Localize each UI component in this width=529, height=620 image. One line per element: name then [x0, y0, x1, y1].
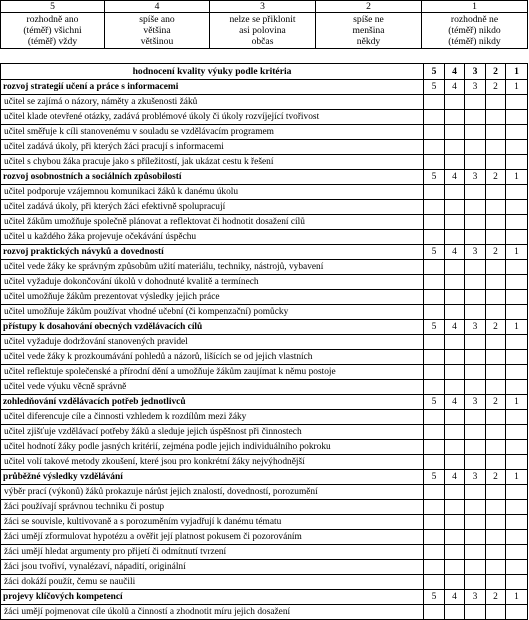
criterion-label: učitel vede žáky k prozkoumávání pohledů a názorů, lišících se od jejich vlastních [1, 350, 424, 365]
section-gap [0, 49, 527, 63]
category-row [1, 590, 528, 605]
score-cell [424, 215, 445, 230]
criterion-label: učitel volí takové metody zkoušení, které jsou pro konkrétní žáky nejvýhodnější [1, 455, 424, 470]
score-option[interactable]: 3 [465, 170, 486, 185]
score-cell [424, 455, 445, 470]
score-cell [424, 185, 445, 200]
score-cell [486, 305, 506, 320]
score-option[interactable]: 1 [506, 320, 528, 335]
criterion-row [1, 515, 528, 530]
score-cell [486, 215, 506, 230]
score-cell [465, 230, 486, 245]
category-row [1, 320, 528, 335]
score-cell [424, 335, 445, 350]
criterion-row [1, 425, 528, 440]
score-cell [445, 425, 465, 440]
score-cell [465, 185, 486, 200]
rating-scale-table [0, 0, 528, 49]
score-option[interactable]: 5 [424, 395, 445, 410]
score-cell [506, 545, 528, 560]
category-label: rozvoj osobnostních a sociálních způsobilostí [1, 170, 424, 185]
score-cell [445, 290, 465, 305]
score-cell [424, 500, 445, 515]
score-cell [465, 200, 486, 215]
score-cell [465, 140, 486, 155]
criterion-label: učitel diferencuje cíle a činnosti vzhledem k rozdílům mezi žáky [1, 410, 424, 425]
score-cell [486, 275, 506, 290]
score-cell [445, 110, 465, 125]
score-cell [486, 380, 506, 395]
score-cell [424, 200, 445, 215]
criterion-row [1, 455, 528, 470]
evaluation-title: hodnocení kvality výuky podle kritéria [1, 64, 424, 80]
score-cell [424, 305, 445, 320]
score-option[interactable]: 1 [506, 245, 528, 260]
scale-description: spíše ne menšina někdy [316, 13, 422, 49]
score-cell [486, 410, 506, 425]
score-cell [445, 365, 465, 380]
scale-number: 1 [422, 1, 528, 13]
criterion-row [1, 380, 528, 395]
score-cell [486, 230, 506, 245]
score-cell [424, 275, 445, 290]
score-option[interactable]: 5 [424, 245, 445, 260]
score-cell [445, 455, 465, 470]
score-cell [486, 425, 506, 440]
criterion-row [1, 350, 528, 365]
score-cell [445, 215, 465, 230]
score-cell [465, 485, 486, 500]
score-cell [506, 95, 528, 110]
criterion-row [1, 305, 528, 320]
scale-description: spíše ano většina většinou [105, 13, 210, 49]
criterion-label: učitel hodnotí žáky podle jasných kritérií, zejména podle jejich individuálního pokroku [1, 440, 424, 455]
score-cell [486, 575, 506, 590]
score-cell [445, 500, 465, 515]
score-option[interactable]: 3 [465, 320, 486, 335]
criterion-row [1, 200, 528, 215]
criterion-row [1, 605, 528, 620]
score-cell [445, 305, 465, 320]
score-cell [465, 155, 486, 170]
score-cell [465, 545, 486, 560]
score-option[interactable]: 4 [445, 80, 465, 95]
score-cell [445, 575, 465, 590]
score-cell [445, 140, 465, 155]
score-cell [486, 260, 506, 275]
scale-number: 2 [316, 1, 422, 13]
score-cell [506, 305, 528, 320]
criterion-row [1, 290, 528, 305]
score-option[interactable]: 5 [424, 170, 445, 185]
score-cell [424, 365, 445, 380]
score-option[interactable]: 1 [506, 80, 528, 95]
criterion-row [1, 185, 528, 200]
score-option[interactable]: 4 [445, 470, 465, 485]
score-option[interactable]: 2 [486, 395, 506, 410]
criterion-row [1, 335, 528, 350]
score-cell [445, 560, 465, 575]
criterion-label: žáci jsou tvořiví, vynalézaví, nápadití, originální [1, 560, 424, 575]
criterion-row [1, 275, 528, 290]
category-label: průběžné výsledky vzdělávání [1, 470, 424, 485]
score-option[interactable]: 4 [445, 320, 465, 335]
score-option[interactable]: 3 [465, 590, 486, 605]
category-label: zohledňování vzdělávacích potřeb jednotlivců [1, 395, 424, 410]
score-cell [465, 455, 486, 470]
score-cell [486, 125, 506, 140]
score-cell [486, 95, 506, 110]
score-cell [465, 275, 486, 290]
score-cell [424, 440, 445, 455]
score-cell [465, 560, 486, 575]
criterion-row [1, 215, 528, 230]
criterion-row [1, 545, 528, 560]
score-cell [506, 440, 528, 455]
scale-description: rozhodně ano (téměř) všichni (téměř) vždy [1, 13, 105, 49]
score-cell [445, 410, 465, 425]
score-cell [465, 530, 486, 545]
score-option[interactable]: 3 [465, 395, 486, 410]
score-cell [445, 125, 465, 140]
evaluation-table-body [1, 64, 528, 620]
criterion-label: učitel u každého žáka projevuje očekávání úspěchu [1, 230, 424, 245]
score-cell [465, 605, 486, 620]
score-header: 4 [445, 64, 465, 80]
score-cell [486, 500, 506, 515]
criterion-label: učitel podporuje vzájemnou komunikaci žáků k danému úkolu [1, 185, 424, 200]
criterion-label: žáci umějí pojmenovat cíle úkolů a činností a zhodnotit míru jejich dosažení [1, 605, 424, 620]
score-cell [465, 515, 486, 530]
score-cell [445, 350, 465, 365]
category-label: rozvoj strategií učení a práce s informacemi [1, 80, 424, 95]
score-cell [465, 305, 486, 320]
score-cell [506, 485, 528, 500]
score-cell [506, 575, 528, 590]
criterion-label: učitel vede žáky ke správným způsobům užití materiálu, techniky, nástrojů, vybavení [1, 260, 424, 275]
scale-number-row [1, 1, 528, 13]
criterion-row [1, 365, 528, 380]
score-cell [445, 275, 465, 290]
score-cell [445, 530, 465, 545]
score-cell [424, 125, 445, 140]
score-cell [506, 425, 528, 440]
criterion-row [1, 530, 528, 545]
score-cell [506, 275, 528, 290]
score-option[interactable]: 3 [465, 245, 486, 260]
criterion-row [1, 575, 528, 590]
score-option[interactable]: 3 [465, 470, 486, 485]
score-cell [486, 155, 506, 170]
score-cell [445, 545, 465, 560]
scale-number: 5 [1, 1, 105, 13]
score-cell [465, 440, 486, 455]
score-cell [506, 515, 528, 530]
score-cell [465, 410, 486, 425]
score-cell [424, 260, 445, 275]
score-cell [445, 335, 465, 350]
score-option[interactable]: 3 [465, 80, 486, 95]
score-cell [424, 95, 445, 110]
score-cell [506, 605, 528, 620]
score-cell [486, 440, 506, 455]
score-cell [445, 380, 465, 395]
criterion-label: učitel umožňuje žákům používat vhodné učební (či kompenzační) pomůcky [1, 305, 424, 320]
score-option[interactable]: 1 [506, 470, 528, 485]
evaluation-table [0, 63, 528, 620]
score-header: 3 [465, 64, 486, 80]
score-cell [424, 140, 445, 155]
score-cell [424, 575, 445, 590]
score-cell [424, 110, 445, 125]
score-option[interactable]: 4 [445, 170, 465, 185]
score-cell [465, 95, 486, 110]
score-cell [486, 605, 506, 620]
score-cell [445, 95, 465, 110]
score-option[interactable]: 2 [486, 590, 506, 605]
score-cell [424, 560, 445, 575]
criterion-label: učitel umožňuje žákům prezentovat výsledky jejich práce [1, 290, 424, 305]
score-cell [465, 125, 486, 140]
criterion-label: žáci dokáží použít, čemu se naučili [1, 575, 424, 590]
score-cell [486, 455, 506, 470]
score-cell [506, 140, 528, 155]
criterion-label: žáci umějí hledat argumenty pro přijetí či odmítnutí tvrzení [1, 545, 424, 560]
score-option[interactable]: 2 [486, 170, 506, 185]
score-cell [506, 110, 528, 125]
score-cell [506, 125, 528, 140]
score-cell [424, 290, 445, 305]
score-cell [445, 440, 465, 455]
score-option[interactable]: 2 [486, 470, 506, 485]
score-cell [486, 515, 506, 530]
criterion-label: učitel se zajímá o názory, náměty a zkušenosti žáků [1, 95, 424, 110]
criterion-label: učitel zjišťuje vzdělávací potřeby žáků a sleduje jejich úspěšnost při činnostech [1, 425, 424, 440]
score-cell [506, 500, 528, 515]
scale-description-row [1, 13, 528, 49]
scale-number: 4 [105, 1, 210, 13]
score-cell [465, 575, 486, 590]
score-cell [506, 185, 528, 200]
criterion-label: učitel klade otevřené otázky, zadává problémové úkoly či úkoly rozvíjející tvořivost [1, 110, 424, 125]
score-cell [465, 215, 486, 230]
score-cell [424, 530, 445, 545]
criterion-row [1, 500, 528, 515]
score-cell [486, 485, 506, 500]
criterion-label: učitel reflektuje společenské a přírodní dění a umožňuje žákům zaujímat k němu postoje [1, 365, 424, 380]
criterion-row [1, 260, 528, 275]
score-cell [506, 380, 528, 395]
score-option[interactable]: 1 [506, 590, 528, 605]
score-cell [445, 260, 465, 275]
score-cell [486, 530, 506, 545]
score-option[interactable]: 1 [506, 170, 528, 185]
scale-number: 3 [210, 1, 316, 13]
criterion-label: žáci umějí zformulovat hypotézu a ověřit její platnost pokusem či pozorováním [1, 530, 424, 545]
score-option[interactable]: 4 [445, 395, 465, 410]
score-cell [424, 230, 445, 245]
criterion-label: učitel vyžaduje dodržování stanovených pravidel [1, 335, 424, 350]
score-header: 1 [506, 64, 528, 80]
score-cell [465, 380, 486, 395]
criterion-label: učitel s chybou žáka pracuje jako s příležitostí, jak ukázat cestu k řešení [1, 155, 424, 170]
criterion-row [1, 560, 528, 575]
criterion-label: učitel žákům umožňuje společně plánovat a reflektovat či hodnotit dosažení cílů [1, 215, 424, 230]
score-cell [486, 140, 506, 155]
score-cell [424, 410, 445, 425]
score-header: 2 [486, 64, 506, 80]
score-cell [486, 200, 506, 215]
score-cell [506, 200, 528, 215]
score-cell [506, 455, 528, 470]
score-cell [506, 260, 528, 275]
criterion-row [1, 110, 528, 125]
score-cell [445, 155, 465, 170]
score-cell [465, 350, 486, 365]
evaluation-header-row [1, 64, 528, 80]
score-cell [506, 230, 528, 245]
score-cell [465, 425, 486, 440]
criterion-row [1, 95, 528, 110]
criterion-row [1, 140, 528, 155]
score-cell [506, 290, 528, 305]
score-cell [506, 215, 528, 230]
score-option[interactable]: 5 [424, 320, 445, 335]
score-cell [486, 185, 506, 200]
category-row [1, 80, 528, 95]
score-cell [424, 155, 445, 170]
score-option[interactable]: 2 [486, 80, 506, 95]
score-cell [486, 365, 506, 380]
score-cell [465, 110, 486, 125]
score-cell [506, 530, 528, 545]
score-cell [486, 560, 506, 575]
score-cell [465, 365, 486, 380]
criterion-row [1, 440, 528, 455]
criterion-row [1, 230, 528, 245]
criterion-label: žáci se souvisle, kultivovaně a s porozuměním vyjadřují k danému tématu [1, 515, 424, 530]
score-cell [465, 260, 486, 275]
score-cell [465, 290, 486, 305]
category-label: rozvoj praktických návyků a dovedností [1, 245, 424, 260]
score-option[interactable]: 1 [506, 395, 528, 410]
score-option[interactable]: 5 [424, 80, 445, 95]
criterion-label: žáci používají správnou techniku či postup [1, 500, 424, 515]
score-cell [424, 605, 445, 620]
score-cell [424, 545, 445, 560]
score-cell [424, 425, 445, 440]
score-cell [506, 560, 528, 575]
score-cell [445, 515, 465, 530]
score-option[interactable]: 4 [445, 245, 465, 260]
criterion-row [1, 485, 528, 500]
category-label: projevy klíčových kompetencí [1, 590, 424, 605]
score-cell [424, 380, 445, 395]
criterion-label: učitel směřuje k cíli stanovenému v souladu se vzdělávacím programem [1, 125, 424, 140]
score-cell [445, 485, 465, 500]
criterion-label: učitel vyžaduje dokončování úkolů v dohodnuté kvalitě a termínech [1, 275, 424, 290]
category-row [1, 395, 528, 410]
score-header: 5 [424, 64, 445, 80]
score-cell [486, 350, 506, 365]
score-cell [465, 335, 486, 350]
score-cell [445, 605, 465, 620]
score-option[interactable]: 5 [424, 590, 445, 605]
scale-description: rozhodně ne (téměř) nikdo (téměř) nikdy [422, 13, 528, 49]
score-option[interactable]: 2 [486, 320, 506, 335]
criterion-label: učitel zadává úkoly, při kterých žáci pracují s informacemi [1, 140, 424, 155]
criterion-label: výběr prací (výkonů) žáků prokazuje nárůst jejich znalostí, dovedností, porozumění [1, 485, 424, 500]
category-row [1, 470, 528, 485]
score-cell [465, 500, 486, 515]
score-cell [506, 155, 528, 170]
score-cell [445, 200, 465, 215]
score-cell [486, 290, 506, 305]
score-option[interactable]: 2 [486, 245, 506, 260]
criterion-row [1, 125, 528, 140]
score-cell [506, 335, 528, 350]
scale-description: nelze se přiklonit asi polovina občas [210, 13, 316, 49]
criterion-label: učitel zadává úkoly, při kterých žáci efektivně spolupracují [1, 200, 424, 215]
score-option[interactable]: 5 [424, 470, 445, 485]
score-cell [506, 365, 528, 380]
score-cell [486, 335, 506, 350]
category-row [1, 170, 528, 185]
criterion-row [1, 155, 528, 170]
category-label: přístupy k dosahování obecných vzdělávacích cílů [1, 320, 424, 335]
score-cell [424, 515, 445, 530]
score-cell [424, 485, 445, 500]
criterion-row [1, 410, 528, 425]
score-cell [486, 110, 506, 125]
score-cell [445, 230, 465, 245]
score-cell [506, 350, 528, 365]
score-cell [445, 185, 465, 200]
score-cell [424, 350, 445, 365]
category-row [1, 245, 528, 260]
score-cell [506, 410, 528, 425]
score-cell [486, 545, 506, 560]
criterion-label: učitel vede výuku věcně správně [1, 380, 424, 395]
score-option[interactable]: 4 [445, 590, 465, 605]
